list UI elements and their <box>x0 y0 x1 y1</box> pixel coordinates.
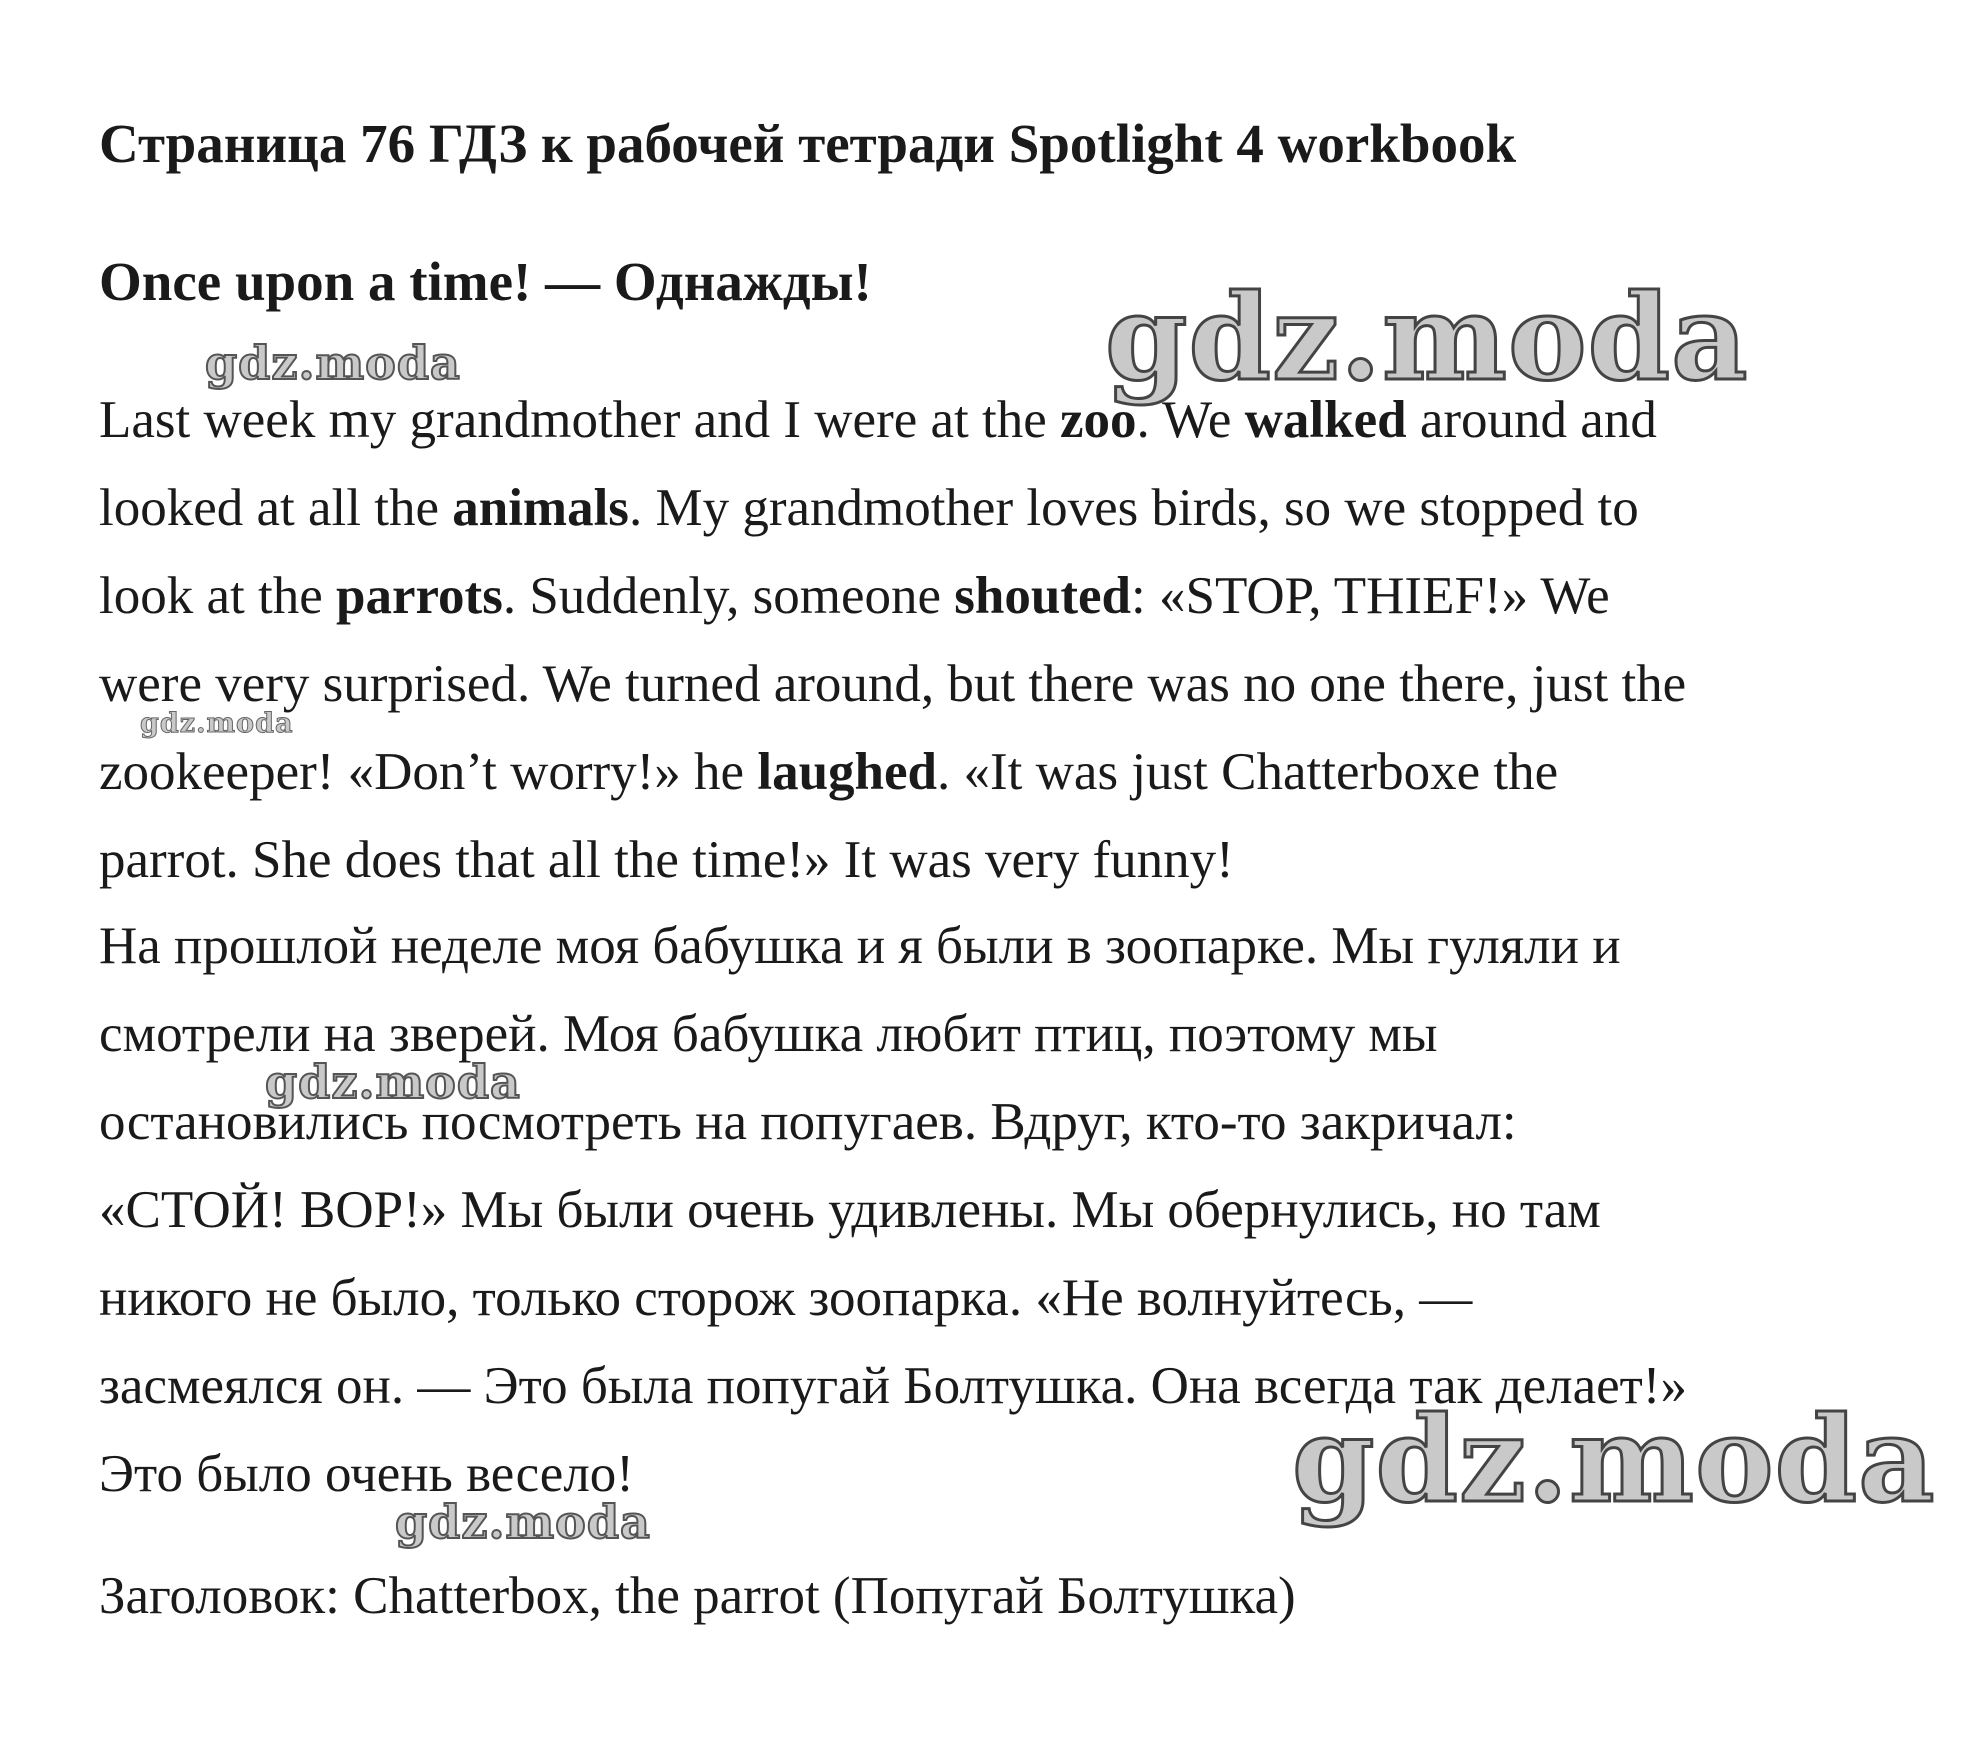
watermark-logo: gdz.moda <box>140 708 294 739</box>
highlighted-word: walked <box>1244 391 1407 449</box>
story-russian <box>99 902 1919 1518</box>
answer-title: Заголовок: Chatterbox, the parrot (Попугай Болтушка) <box>99 1567 1296 1625</box>
section-heading: Once upon a time! — Однажды! <box>99 251 872 312</box>
story-en-line <box>99 816 1919 904</box>
story-ru-line: смотрели на зверей. Моя бабушка любит птиц, поэтому мы <box>99 1005 1438 1063</box>
watermark-logo: gdz.moda <box>395 1495 651 1549</box>
highlighted-word: animals <box>452 479 629 537</box>
story-en-line <box>99 464 1919 552</box>
text-segment: looked at all the <box>99 479 453 537</box>
story-ru-line: никого не было, только сторож зоопарка. «Не волнуйтесь, — <box>99 1269 1473 1327</box>
story-ru-line: засмеялся он. — Это была попугай Болтушка. Она всегда так делает!» <box>99 1357 1687 1415</box>
page-title: Страница 76 ГДЗ к рабочей тетради Spotlight 4 workbook <box>99 113 1517 174</box>
watermark-logo: gdz.moda <box>265 1055 521 1109</box>
text-segment: look at the <box>99 567 336 625</box>
highlighted-word: shouted <box>954 567 1131 625</box>
watermark-logo: gdz.moda <box>205 336 461 390</box>
story-ru-line: «СТОЙ! ВОР!» Мы были очень удивлены. Мы обернулись, но там <box>99 1181 1601 1239</box>
story-ru-line: остановились посмотреть на попугаев. Вдруг, кто-то закричал: <box>99 1093 1517 1151</box>
text-segment: were very surprised. We turned around, but there was no one there, just the <box>99 655 1687 713</box>
text-segment: . «It was just Chatterboxe the <box>937 743 1559 801</box>
watermark-logo: gdz.moda <box>1292 1390 1936 1529</box>
story-en-line <box>99 640 1919 728</box>
story-en-line <box>99 552 1919 640</box>
text-segment: parrot. She does that all the time!» It was very funny! <box>99 831 1234 889</box>
text-segment: Last week my grandmother and I were at the <box>99 391 1060 449</box>
text-segment: . My grandmother loves birds, so we stopped to <box>628 479 1639 537</box>
highlighted-word: zoo <box>1060 391 1137 449</box>
story-ru-line: На прошлой неделе моя бабушка и я были в зоопарке. Мы гуляли и <box>99 917 1621 975</box>
text-segment: . Suddenly, someone <box>502 567 955 625</box>
story-english <box>99 376 1919 904</box>
text-segment: zookeeper! «Don’t worry!» he <box>99 743 758 801</box>
text-segment: : «STOP, THIEF!» We <box>1131 567 1610 625</box>
text-segment: . We <box>1136 391 1245 449</box>
highlighted-word: laughed <box>757 743 938 801</box>
watermark-logo: gdz.moda <box>1105 268 1749 407</box>
story-en-line <box>99 728 1919 816</box>
story-ru-line: Это было очень весело! <box>99 1445 634 1503</box>
story-en-line <box>99 376 1919 464</box>
highlighted-word: parrots <box>335 567 503 625</box>
text-segment: around and <box>1406 391 1657 449</box>
